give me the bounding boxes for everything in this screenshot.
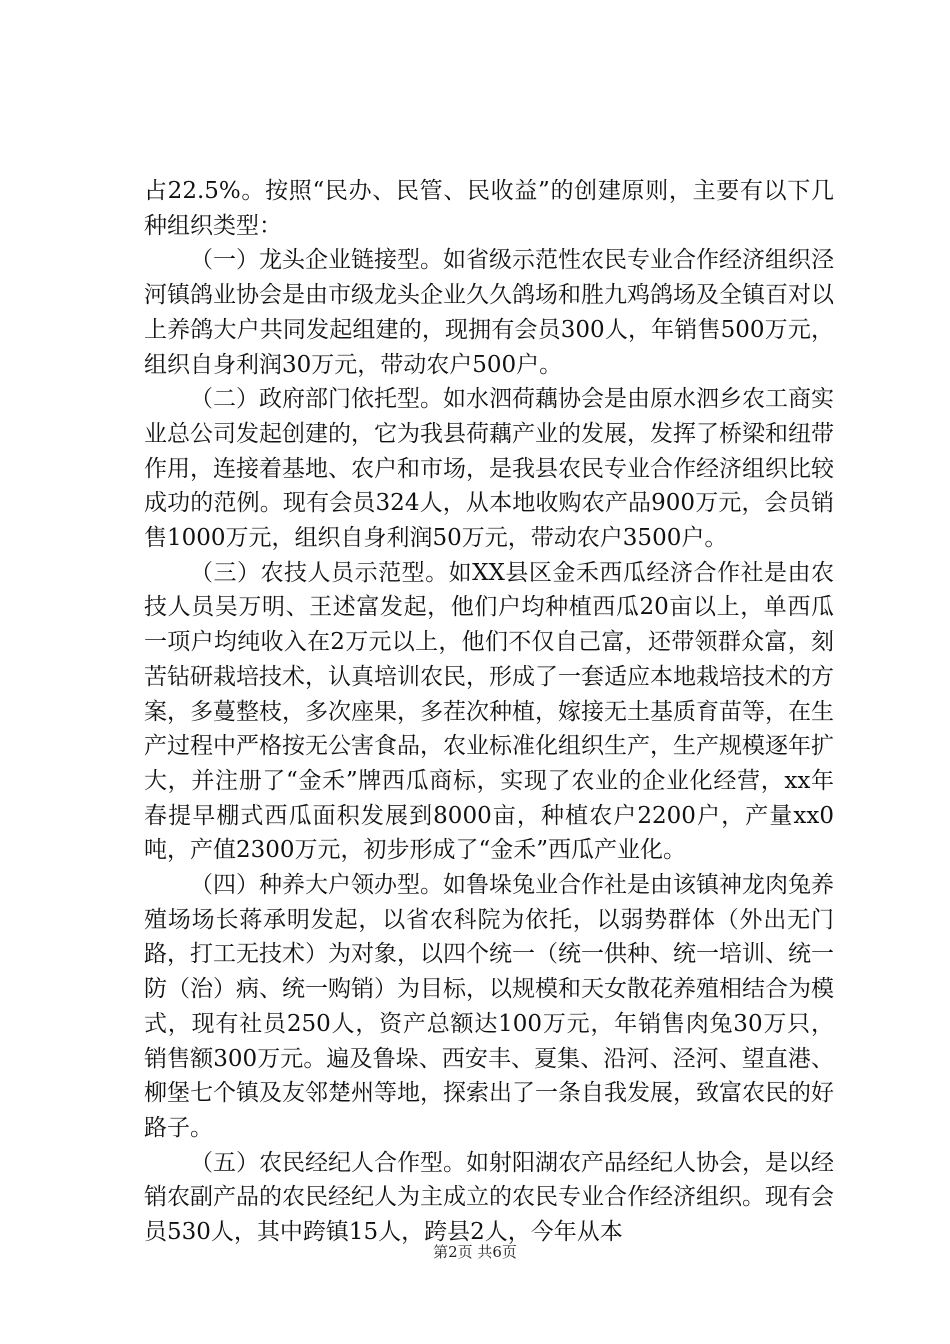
- paragraph-type-2: （二）政府部门依托型。如水泗荷藕协会是由原水泗乡农工商实业总公司发起创建的，它为我县荷藕产业的发展，发挥了桥梁和纽带作用，连接着基地、农户和市场，是我县农民专业合作经济组织比较成功的范例。现有会员324人，从本地收购农产品900万元，会员销售1000万元，组织自身利润50万元，带动农户3500户。: [144, 386, 834, 552]
- paragraph-type-3: （三）农技人员示范型。如XX县区金禾西瓜经济合作社是由农技人员吴万明、王述富发起，他们户均种植西瓜20亩以上，单西瓜一项户均纯收入在2万元以上，他们不仅自己富，还带领群众富，刻苦钻研栽培技术，认真培训农民，形成了一套适应本地栽培技术的方案，多蔓整枝，多次座果，多茬次种植，嫁接无土基质育苗等，在生产过程中严格按无公害食品，农业标准化组织生产，生产规模逐年扩大，并注册了“金禾”牌西瓜商标，实现了农业的企业化经营，xx年春提早棚式西瓜面积发展到8000亩，种植农户2200户，产量xx0吨，产值2300万元，初步形成了“金禾”西瓜产业化。: [144, 559, 834, 864]
- paragraph-type-4: （四）种养大户领办型。如鲁垛兔业合作社是由该镇神龙肉兔养殖场场长蒋承明发起，以省农科院为依托，以弱势群体（外出无门路，打工无技术）为对象，以四个统一（统一供种、统一培训、统一防（治）病、统一购销）为目标，以规模和天女散花养殖相结合为模式，现有社员250人，资产总额达100万元，年销售肉兔30万只，销售额300万元。遍及鲁垛、西安丰、夏集、沿河、泾河、望直港、柳堡七个镇及友邻楚州等地，探索出了一条自我发展，致富农民的好路子。: [144, 872, 834, 1141]
- document-body: [144, 174, 834, 1250]
- paragraph-continuation: 占22.5%。按照“民办、民管、民收益”的创建原则，主要有以下几种组织类型：: [144, 178, 834, 239]
- paragraph-type-1: （一）龙头企业链接型。如省级示范性农民专业合作经济组织泾河镇鸽业协会是由市级龙头企业久久鸽场和胜九鸡鸽场及全镇百对以上养鸽大户共同发起组建的，现拥有会员300人，年销售500万元，组织自身利润30万元，带动农户500户。: [144, 247, 834, 378]
- paragraph-type-5: （五）农民经纪人合作型。如射阳湖农产品经纪人协会，是以经销农副产品的农民经纪人为主成立的农民专业合作经济组织。现有会员530人，其中跨镇15人，跨县2人，今年从本: [144, 1149, 834, 1246]
- page-footer: 第2页 共6页: [433, 1243, 517, 1261]
